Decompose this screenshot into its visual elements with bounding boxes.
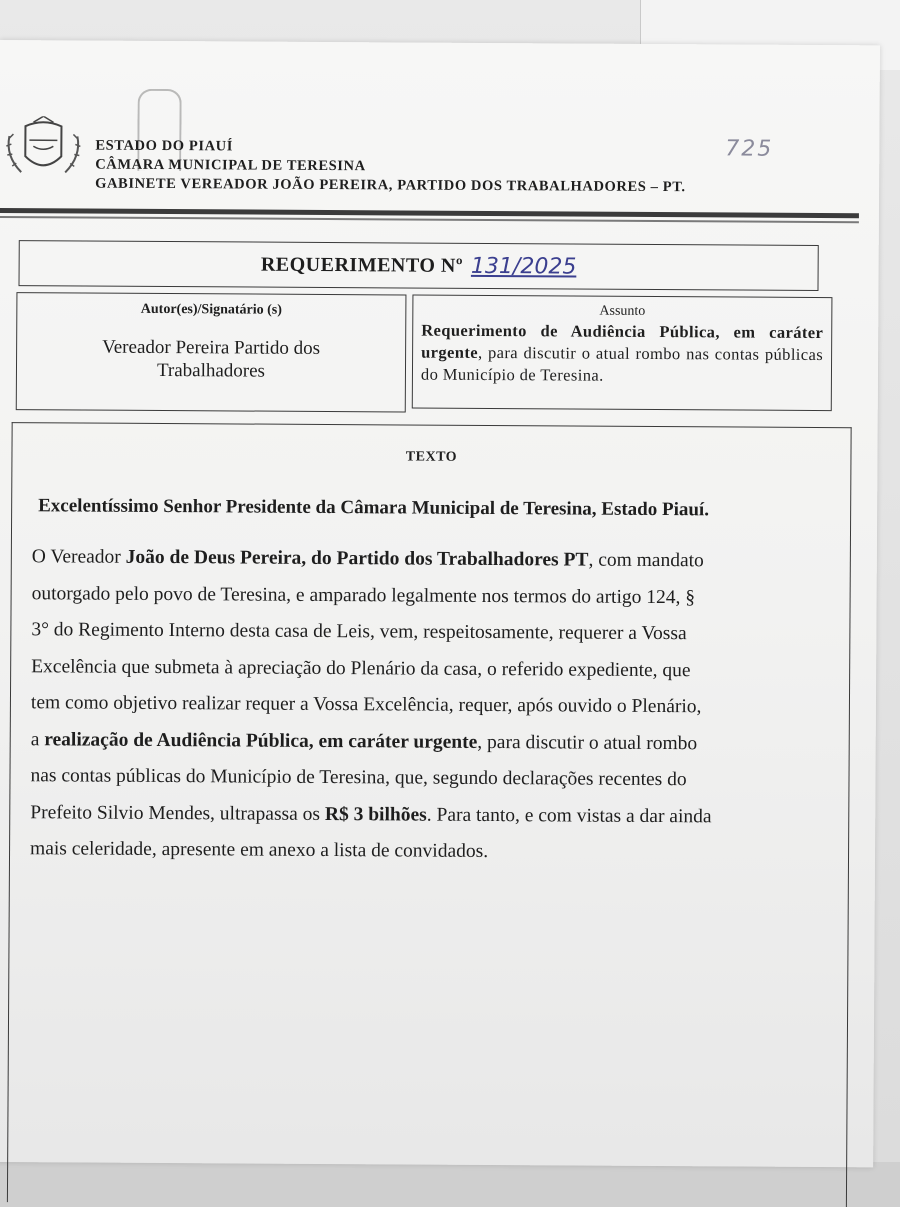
author-box — [16, 292, 407, 412]
body-line-7: nas contas públicas do Município de Teresina, que, segundo declarações recentes do — [30, 765, 687, 791]
requerimento-box — [18, 240, 818, 291]
body-line-8-a: Prefeito Silvio Mendes, ultrapassa os — [30, 801, 325, 825]
body-line-1-a: O Vereador — [31, 546, 126, 568]
requerimento-number: 131/2025 — [470, 253, 577, 280]
body-line-1 — [32, 539, 852, 581]
author-heading: Autor(es)/Signatário (s) — [140, 301, 282, 318]
body-line-2: outorgado pelo povo de Teresina, e amparado legalmente nos termos do artigo 124, § — [31, 582, 696, 608]
body-line-5: tem como objetivo realizar requer a Vossa Excelência, requer, após ouvido o Plenário, — [30, 692, 702, 718]
coat-of-arms-icon — [3, 116, 83, 186]
body-line-3: 3° do Regimento Interno desta casa de Leis, vem, respeitosamente, requerer a Vossa — [31, 619, 687, 645]
subject-bold: Requerimento de Audiência Pública, em caráter urgente — [421, 320, 824, 362]
document-page — [0, 40, 880, 1167]
header-office: GABINETE VEREADOR JOÃO PEREIRA, PARTIDO DOS TRABALHADORES – PT. — [95, 175, 686, 196]
body-line-1-bold: João de Deus Pereira, do Partido dos Trabalhadores PT — [125, 546, 589, 571]
body-line-6-c: , para discutir o atual rombo — [477, 731, 698, 754]
salutation: Excelentíssimo Senhor Presidente da Câmara Municipal de Teresina, Estado Piauí. — [38, 495, 710, 521]
author-name — [17, 335, 405, 383]
body-line-8-c: . Para tanto, e com vistas a dar ainda — [426, 804, 712, 827]
header-state: ESTADO DO PIAUÍ — [95, 137, 234, 155]
body-line-8-bold: R$ 3 bilhões — [324, 803, 427, 826]
subject-heading: Assunto — [599, 303, 646, 319]
texto-heading: TEXTO — [405, 449, 458, 465]
body-line-8 — [30, 795, 850, 837]
body-line-4: Excelência que submeta à apreciação do Plenário da casa, o referido expediente, que — [31, 655, 691, 681]
letterhead — [95, 137, 686, 198]
text-box — [7, 422, 852, 1207]
body-line-6 — [31, 722, 851, 764]
handwritten-number: 725 — [725, 136, 774, 162]
body-line-1-c: , com mandato — [588, 549, 704, 572]
body-line-6-bold: realização de Audiência Pública, em caráter urgente — [44, 728, 478, 753]
requerimento-title: REQUERIMENTO Nº — [260, 253, 464, 277]
subject-rest: , para discutir o atual rombo nas contas públicas do Município de Teresina. — [420, 342, 824, 385]
author-line-1: Vereador Pereira Partido dos — [102, 336, 321, 359]
body-line-9: mais celeridade, apresente em anexo a lista de convidados. — [29, 838, 489, 862]
subject-box — [412, 295, 833, 412]
body-paragraph — [30, 539, 852, 873]
header-chamber: CÂMARA MUNICIPAL DE TERESINA — [95, 156, 366, 175]
subject-text — [413, 319, 831, 389]
author-line-2: Trabalhadores — [156, 359, 266, 382]
body-line-6-a: a — [30, 728, 45, 750]
